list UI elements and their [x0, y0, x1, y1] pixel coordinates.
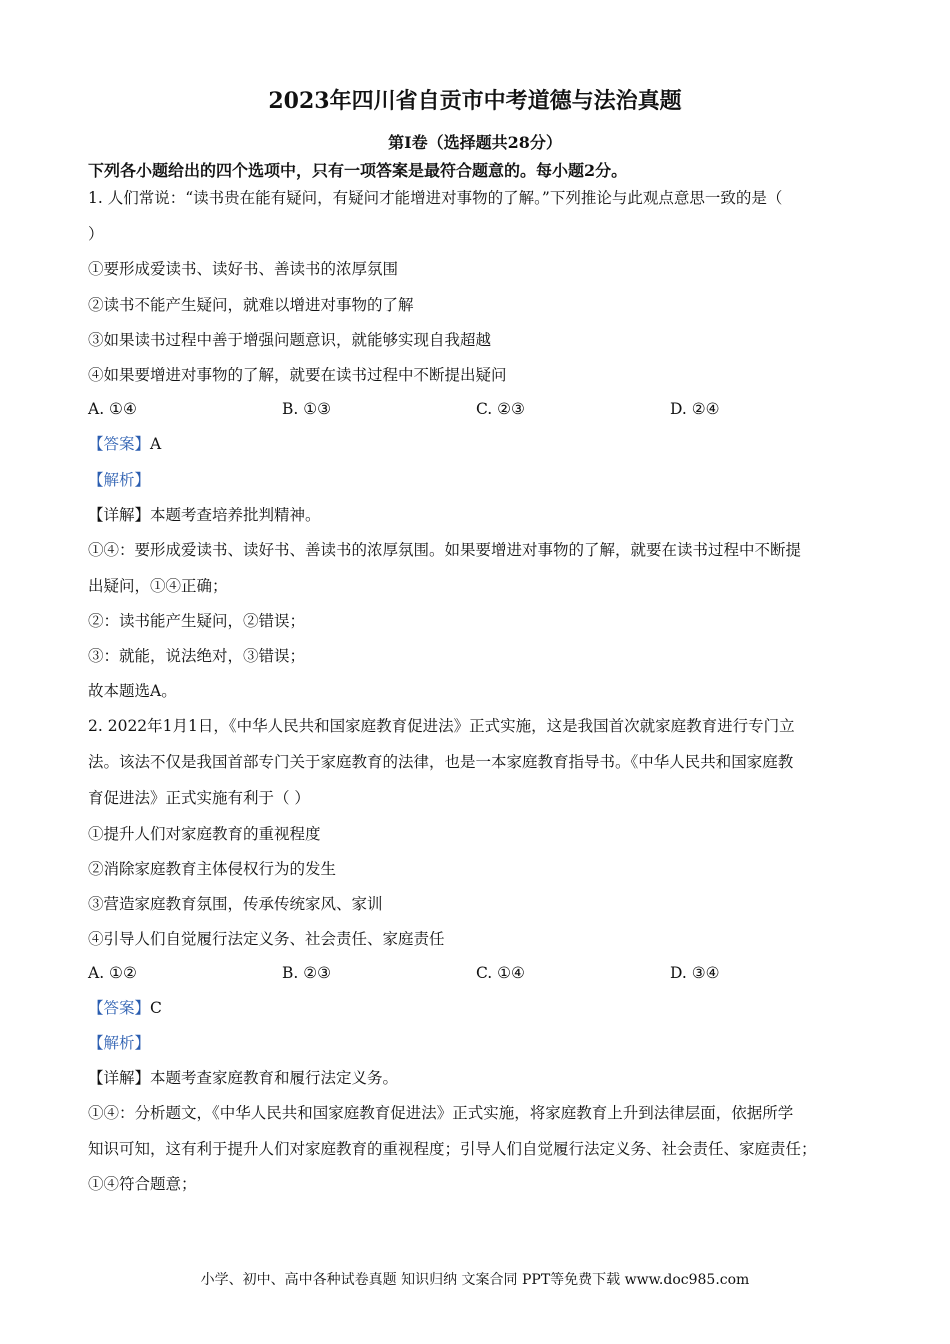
q2-item-1: ①提升人们对家庭教育的重视程度: [88, 825, 321, 843]
q1-item-3: ③如果读书过程中善于增强问题意识，就能够实现自我超越: [88, 331, 492, 349]
detail-text: 本题考查培养批判精神。: [150, 506, 321, 524]
q1-item-1: ①要形成爱读书、读好书、善读书的浓厚氛围: [88, 260, 399, 278]
q2-item-3: ③营造家庭教育氛围，传承传统家风、家训: [88, 895, 383, 913]
q1-option-b: B. ①③: [282, 400, 332, 418]
q2-stem-line-3: 育促进法》正式实施有利于（ ）: [88, 789, 310, 807]
q1-option-c: C. ②③: [476, 400, 525, 418]
answer-tag: 【答案】: [88, 435, 151, 453]
q2-explain-1: ①④：分析题文，《中华人民共和国家庭教育促进法》正式实施，将家庭教育上升到法律层面，依据所学: [88, 1104, 794, 1122]
q2-answer: [88, 997, 868, 1019]
q2-analysis-tag: [88, 1032, 868, 1054]
answer-tag: 【答案】: [88, 999, 151, 1017]
q2-item-4: ④引导人们自觉履行法定义务、社会责任、家庭责任: [88, 930, 445, 948]
q1-item-2: ②读书不能产生疑问，就难以增进对事物的了解: [88, 296, 414, 314]
page-footer: 小学、初中、高中各种试卷真题 知识归纳 文案合同 PPT等免费下载 www.doc985.com: [200, 1272, 750, 1288]
q1-detail: [88, 504, 868, 526]
instruction: 下列各小题给出的四个选项中，只有一项答案是最符合题意的。每小题2分。: [88, 161, 628, 180]
answer-value: A: [150, 435, 162, 453]
detail-tag: 【详解】: [88, 506, 151, 524]
q1-option-d: D. ②④: [670, 400, 720, 418]
q1-explain-4: ③：就能，说法绝对，③错误；: [88, 647, 306, 665]
q1-item-4: ④如果要增进对事物的了解，就要在读书过程中不断提出疑问: [88, 366, 507, 384]
q2-option-a: A. ①②: [88, 964, 137, 982]
detail-tag: 【详解】: [88, 1069, 151, 1087]
analysis-tag: 【解析】: [88, 471, 151, 489]
q1-stem-line-1: 1. 人们常说：“读书贵在能有疑问，有疑问才能增进对事物的了解。”下列推论与此观点意思一致的是（: [88, 189, 783, 207]
analysis-tag: 【解析】: [88, 1034, 151, 1052]
answer-value: C: [150, 999, 162, 1017]
q2-item-2: ②消除家庭教育主体侵权行为的发生: [88, 860, 337, 878]
q2-detail: [88, 1067, 868, 1089]
q2-option-b: B. ②③: [282, 964, 332, 982]
q1-explain-1: ①④：要形成爱读书、读好书、善读书的浓厚氛围。如果要增进对事物的了解，就要在读书过程中不断提: [88, 541, 802, 559]
q1-explain-3: ②：读书能产生疑问，②错误；: [88, 612, 306, 630]
q2-explain-2: 知识可知，这有利于提升人们对家庭教育的重视程度；引导人们自觉履行法定义务、社会责任、家庭责任；: [88, 1140, 817, 1158]
q1-answer: [88, 433, 868, 455]
q1-explain-2: 出疑问，①④正确；: [88, 577, 228, 595]
q1-option-a: A. ①④: [88, 400, 137, 418]
q2-explain-3: ①④符合题意；: [88, 1175, 197, 1193]
document-title: 2023年四川省自贡市中考道德与法治真题: [268, 88, 682, 114]
q2-option-d: D. ③④: [670, 964, 720, 982]
q1-stem-line-2: ）: [88, 225, 104, 243]
section-subtitle: 第I卷（选择题共28分）: [388, 133, 562, 152]
q2-option-c: C. ①④: [476, 964, 525, 982]
q2-stem-line-1: 2. 2022年1月1日，《中华人民共和国家庭教育促进法》正式实施，这是我国首次就家庭教育进行专门立: [88, 717, 795, 735]
q1-analysis-tag: [88, 469, 868, 491]
q1-explain-5: 故本题选A。: [88, 682, 177, 700]
q2-stem-line-2: 法。该法不仅是我国首部专门关于家庭教育的法律，也是一本家庭教育指导书。《中华人民共和国家庭教: [88, 753, 794, 771]
detail-text: 本题考查家庭教育和履行法定义务。: [150, 1069, 399, 1087]
